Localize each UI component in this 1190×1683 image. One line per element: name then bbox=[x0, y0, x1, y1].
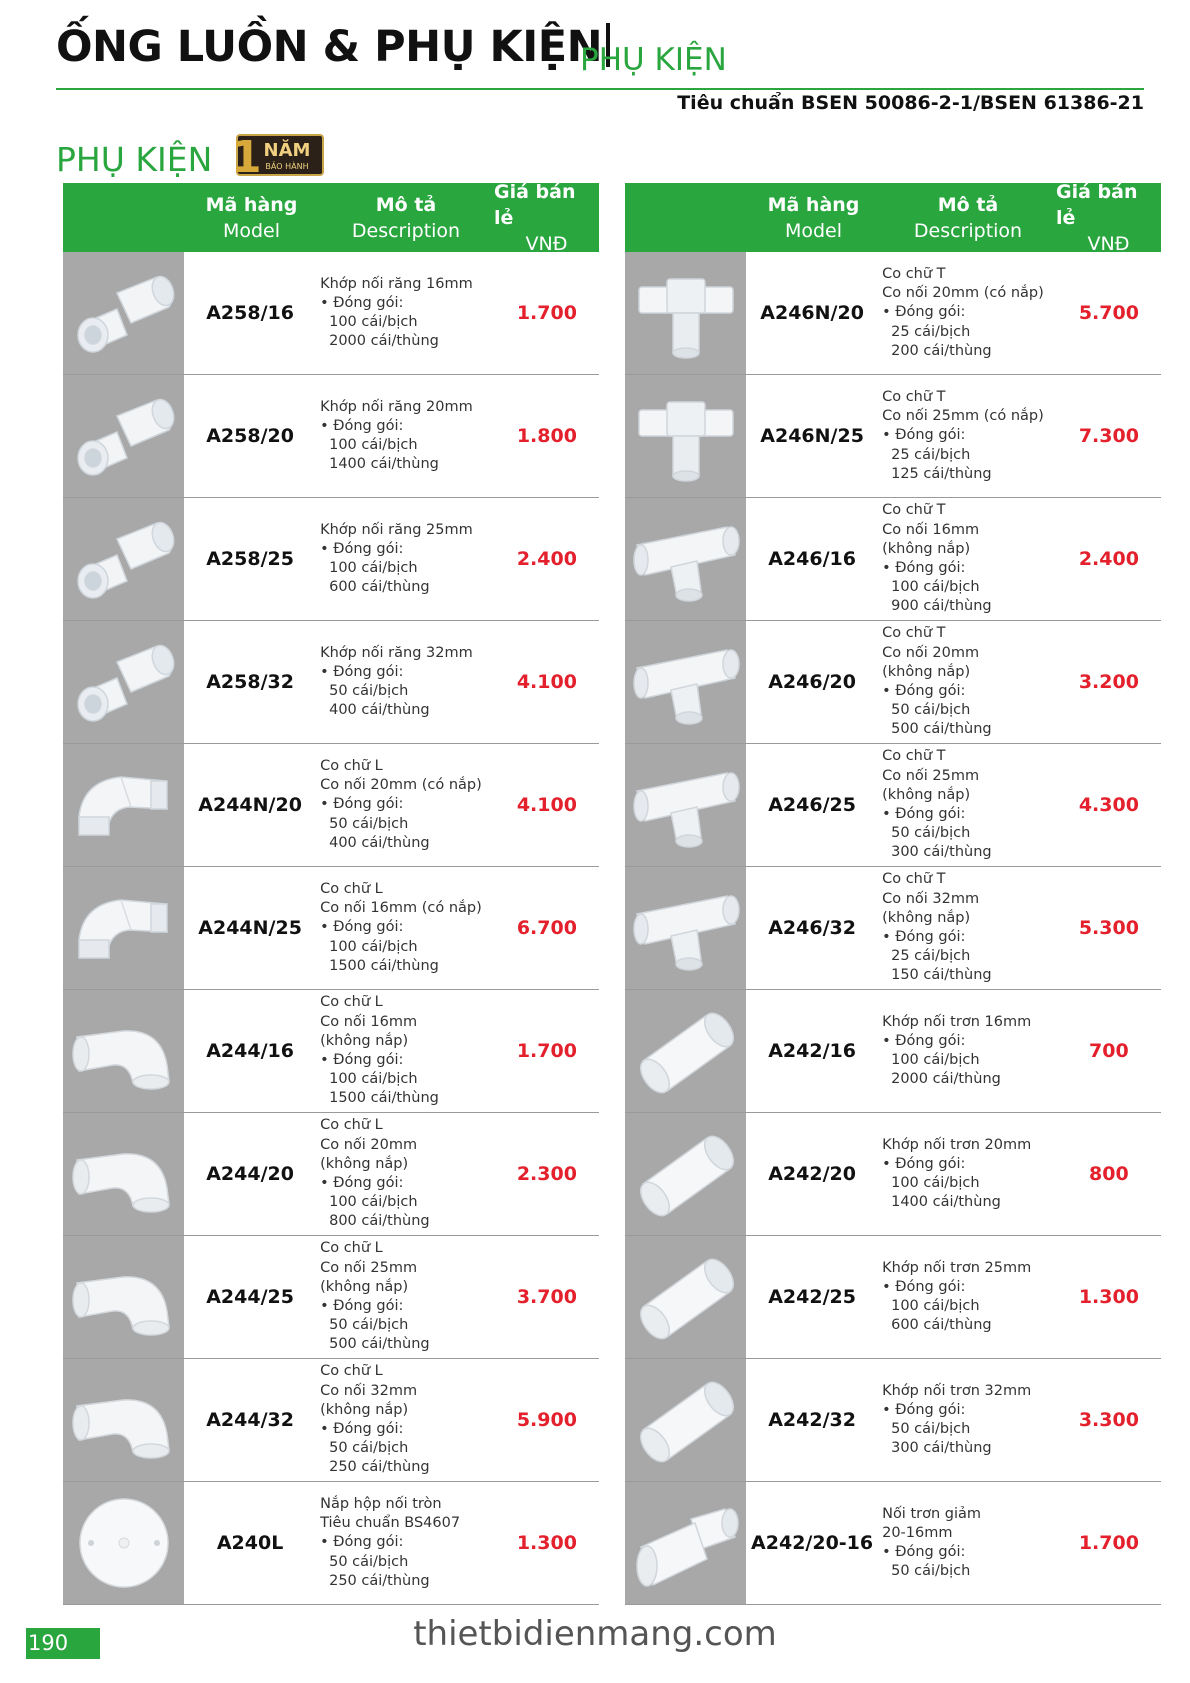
description-line: Co chữ T bbox=[882, 625, 946, 642]
description-line: Co nối 25mm bbox=[320, 1259, 418, 1276]
product-model: A242/32 bbox=[768, 1409, 856, 1431]
table-row bbox=[63, 1113, 599, 1236]
elbow-icon bbox=[63, 1359, 184, 1481]
product-description bbox=[878, 252, 1057, 374]
header-price-en: VNĐ bbox=[525, 232, 568, 255]
product-description bbox=[316, 744, 495, 866]
straight-coupling-icon bbox=[625, 1359, 746, 1481]
tee-icon bbox=[625, 498, 746, 620]
description-line: 1400 cái/thùng bbox=[891, 1194, 1001, 1211]
description-line: (không nắp) bbox=[882, 540, 971, 557]
header-model-vn: Mã hàng bbox=[767, 193, 860, 216]
description-line: Co chữ L bbox=[320, 1240, 383, 1257]
description-line: 25 cái/bịch bbox=[891, 323, 971, 340]
website-watermark: thietbidienmang.com bbox=[413, 1614, 777, 1654]
header-desc-vn: Mô tả bbox=[937, 193, 999, 216]
product-model: A246/32 bbox=[768, 917, 856, 939]
description-line: 100 cái/bịch bbox=[891, 1052, 980, 1068]
product-model: A258/20 bbox=[206, 425, 294, 447]
standard-label: Tiêu chuẩn BSEN 50086-2-1/BSEN 61386-21 bbox=[677, 92, 1144, 114]
description-line: • Đóng gói: bbox=[320, 540, 404, 557]
product-description bbox=[878, 1359, 1057, 1481]
description-line: • Đóng gói: bbox=[882, 427, 966, 444]
description-line: 1500 cái/thùng bbox=[329, 957, 439, 974]
header-model-vn: Mã hàng bbox=[205, 193, 298, 216]
table-row bbox=[63, 375, 599, 498]
product-price: 4.300 bbox=[1078, 794, 1139, 816]
page-subtitle: PHỤ KIỆN bbox=[580, 42, 727, 78]
description-line: • Đóng gói: bbox=[882, 806, 966, 822]
header-desc-en: Description bbox=[913, 219, 1023, 242]
header-desc-vn: Mô tả bbox=[375, 193, 437, 216]
description-line: 250 cái/thùng bbox=[329, 1459, 430, 1476]
description-line: • Đóng gói: bbox=[882, 929, 966, 945]
description-line: • Đóng gói: bbox=[882, 683, 966, 699]
product-description bbox=[316, 1359, 495, 1481]
header-rule bbox=[56, 88, 1144, 90]
description-line: • Đóng gói: bbox=[320, 796, 404, 813]
product-model: A246/25 bbox=[768, 794, 856, 816]
description-line: 1400 cái/thùng bbox=[329, 456, 439, 473]
description-line: 50 cái/bịch bbox=[891, 825, 971, 842]
product-model: A244/20 bbox=[206, 1163, 294, 1185]
table-row bbox=[63, 252, 599, 375]
description-line: 125 cái/thùng bbox=[891, 465, 992, 482]
product-description bbox=[878, 990, 1057, 1112]
product-model: A246N/25 bbox=[760, 425, 864, 447]
header-image-cell bbox=[625, 183, 747, 252]
description-line: Co nối 20mm (có nắp) bbox=[320, 777, 482, 794]
description-line: 100 cái/bịch bbox=[329, 560, 418, 576]
product-description bbox=[316, 621, 495, 743]
tee-icon bbox=[625, 621, 746, 743]
description-line: 25 cái/bịch bbox=[891, 948, 971, 965]
table-row bbox=[63, 1236, 599, 1359]
description-line: 600 cái/thùng bbox=[891, 1317, 992, 1334]
description-line: • Đóng gói: bbox=[320, 1298, 404, 1314]
product-model: A242/20-16 bbox=[751, 1532, 874, 1554]
product-model: A246/16 bbox=[768, 548, 856, 570]
product-price: 1.800 bbox=[516, 425, 577, 447]
description-line: Co chữ L bbox=[320, 757, 383, 774]
product-model: A244/16 bbox=[206, 1040, 294, 1062]
description-line: Khớp nối trơn 16mm bbox=[882, 1013, 1032, 1030]
description-line: Khớp nối răng 20mm bbox=[320, 398, 473, 415]
description-line: 250 cái/thùng bbox=[329, 1572, 430, 1589]
warranty-sub: BẢO HÀNH bbox=[265, 162, 309, 171]
table-header bbox=[625, 180, 1161, 255]
description-line: Co nối 32mm bbox=[882, 890, 980, 907]
description-line: Co nối 32mm bbox=[320, 1382, 418, 1399]
product-price: 7.300 bbox=[1078, 425, 1139, 447]
description-line: • Đóng gói: bbox=[320, 1175, 404, 1191]
description-line: 50 cái/bịch bbox=[329, 1553, 409, 1570]
table-row bbox=[625, 867, 1161, 990]
warranty-word: NĂM bbox=[263, 140, 311, 161]
product-description bbox=[316, 867, 495, 989]
description-line: 50 cái/bịch bbox=[891, 1421, 971, 1437]
table-row bbox=[63, 498, 599, 621]
header-price-en: VNĐ bbox=[1087, 232, 1130, 255]
description-line: • Đóng gói: bbox=[320, 1052, 404, 1068]
description-line: 50 cái/bịch bbox=[329, 1440, 409, 1457]
description-line: Co nối 16mm bbox=[882, 521, 980, 538]
section-title: PHỤ KIỆN bbox=[56, 140, 213, 179]
elbow-icon bbox=[63, 990, 184, 1112]
straight-coupling-icon bbox=[625, 1236, 746, 1358]
header-price bbox=[494, 180, 599, 255]
description-line: (không nắp) bbox=[320, 1155, 409, 1172]
product-model: A242/20 bbox=[768, 1163, 856, 1185]
inspection-elbow-icon bbox=[63, 867, 184, 989]
product-model: A258/32 bbox=[206, 671, 294, 693]
description-line: 100 cái/bịch bbox=[891, 1175, 980, 1191]
reducer-coupling-icon bbox=[625, 1482, 746, 1604]
table-body bbox=[625, 252, 1161, 1605]
header-model-en: Model bbox=[784, 219, 843, 242]
description-line: Co nối 20mm bbox=[882, 644, 980, 661]
description-line: Khớp nối răng 25mm bbox=[320, 521, 473, 538]
product-price: 2.300 bbox=[516, 1163, 577, 1185]
description-line: Co chữ T bbox=[882, 748, 946, 765]
header-price-vn: Giá bán lẻ bbox=[1056, 180, 1138, 229]
product-price: 3.200 bbox=[1078, 671, 1139, 693]
description-line: (không nắp) bbox=[882, 786, 971, 803]
description-line: 100 cái/bịch bbox=[891, 1298, 980, 1314]
threaded-adapter-icon bbox=[63, 498, 184, 620]
description-line: • Đóng gói: bbox=[882, 1155, 966, 1172]
description-line: Co nối 20mm bbox=[320, 1136, 418, 1153]
product-description bbox=[878, 1482, 1057, 1604]
description-line: Co nối 25mm bbox=[882, 767, 980, 784]
header-price-vn: Giá bán lẻ bbox=[494, 180, 576, 229]
product-price: 700 bbox=[1089, 1040, 1129, 1062]
description-line: 100 cái/bịch bbox=[329, 437, 418, 453]
product-model: A246/20 bbox=[768, 671, 856, 693]
description-line: 50 cái/bịch bbox=[891, 702, 971, 719]
description-line: 20-16mm bbox=[882, 1524, 953, 1541]
description-line: • Đóng gói: bbox=[320, 663, 404, 680]
product-description bbox=[878, 621, 1057, 743]
product-description bbox=[878, 375, 1057, 497]
description-line: Co nối 20mm (có nắp) bbox=[882, 285, 1044, 302]
description-line: 300 cái/thùng bbox=[891, 844, 992, 861]
description-line: • Đóng gói: bbox=[882, 304, 966, 321]
header-description bbox=[880, 183, 1056, 252]
table-row bbox=[63, 621, 599, 744]
description-line: 100 cái/bịch bbox=[329, 1071, 418, 1088]
table-row bbox=[625, 990, 1161, 1113]
tee-icon bbox=[625, 744, 746, 866]
product-price: 3.700 bbox=[516, 1286, 577, 1308]
product-price: 6.700 bbox=[516, 917, 577, 939]
threaded-adapter-icon bbox=[63, 621, 184, 743]
description-line: • Đóng gói: bbox=[882, 1401, 966, 1418]
product-description bbox=[878, 1113, 1057, 1235]
table-row bbox=[625, 1482, 1161, 1605]
table-row bbox=[625, 1359, 1161, 1482]
table-row bbox=[63, 1359, 599, 1482]
product-description bbox=[316, 990, 495, 1112]
product-price: 1.700 bbox=[516, 302, 577, 324]
product-model: A244N/25 bbox=[198, 917, 302, 939]
description-line: • Đóng gói: bbox=[882, 1278, 966, 1295]
elbow-icon bbox=[63, 1236, 184, 1358]
product-price: 4.100 bbox=[516, 671, 577, 693]
product-description bbox=[878, 867, 1057, 989]
description-line: 400 cái/thùng bbox=[329, 702, 430, 719]
description-line: Nắp hộp nối tròn bbox=[320, 1495, 442, 1512]
table-row bbox=[625, 621, 1161, 744]
table-row bbox=[625, 375, 1161, 498]
description-line: Co chữ L bbox=[320, 1117, 383, 1134]
description-line: Khớp nối răng 16mm bbox=[320, 275, 473, 292]
straight-coupling-icon bbox=[625, 1113, 746, 1235]
description-line: 150 cái/thùng bbox=[891, 967, 992, 984]
page-number: 190 bbox=[26, 1628, 100, 1659]
product-table-left bbox=[63, 180, 599, 1605]
product-model: A258/25 bbox=[206, 548, 294, 570]
product-price: 5.300 bbox=[1078, 917, 1139, 939]
product-description bbox=[316, 1236, 495, 1358]
table-row bbox=[625, 498, 1161, 621]
description-line: 200 cái/thùng bbox=[891, 342, 992, 359]
description-line: 50 cái/bịch bbox=[329, 815, 409, 832]
product-price: 1.300 bbox=[1078, 1286, 1139, 1308]
description-line: 50 cái/bịch bbox=[329, 683, 409, 699]
warranty-number: 1 bbox=[231, 132, 262, 177]
description-line: Co chữ L bbox=[320, 994, 383, 1011]
description-line: Khớp nối trơn 25mm bbox=[882, 1259, 1032, 1276]
description-line: Co chữ T bbox=[882, 871, 946, 888]
description-line: (không nắp) bbox=[320, 1401, 409, 1418]
description-line: 600 cái/thùng bbox=[329, 579, 430, 596]
product-description bbox=[878, 498, 1057, 620]
description-line: (không nắp) bbox=[320, 1032, 409, 1049]
table-row bbox=[63, 990, 599, 1113]
description-line: 500 cái/thùng bbox=[329, 1336, 430, 1353]
description-line: Co nối 16mm (có nắp) bbox=[320, 900, 482, 917]
threaded-adapter-icon bbox=[63, 252, 184, 374]
table-row bbox=[63, 1482, 599, 1605]
description-line: 25 cái/bịch bbox=[891, 446, 971, 463]
description-line: • Đóng gói: bbox=[320, 1421, 404, 1437]
description-line: 100 cái/bịch bbox=[891, 579, 980, 596]
description-line: 100 cái/bịch bbox=[329, 1194, 418, 1211]
product-price: 3.300 bbox=[1078, 1409, 1139, 1431]
product-description bbox=[316, 252, 495, 374]
product-description bbox=[316, 1482, 495, 1604]
description-line: (không nắp) bbox=[882, 663, 971, 680]
table-row bbox=[63, 867, 599, 990]
table-row bbox=[63, 744, 599, 867]
description-line: Khớp nối răng 32mm bbox=[320, 644, 473, 661]
product-model: A246N/20 bbox=[760, 302, 864, 324]
product-table-right bbox=[625, 180, 1161, 1605]
table-row bbox=[625, 1113, 1161, 1236]
description-line: • Đóng gói: bbox=[320, 1534, 404, 1551]
page-title-text: ỐNG LUỒN & PHỤ KIỆN bbox=[56, 22, 603, 72]
product-model: A242/16 bbox=[768, 1040, 856, 1062]
table-header bbox=[63, 180, 599, 255]
header-model bbox=[185, 183, 318, 252]
product-price: 1.300 bbox=[516, 1532, 577, 1554]
description-line: 400 cái/thùng bbox=[329, 834, 430, 851]
tee-icon bbox=[625, 867, 746, 989]
product-description bbox=[316, 375, 495, 497]
product-model: A242/25 bbox=[768, 1286, 856, 1308]
product-model: A240L bbox=[216, 1532, 284, 1554]
product-description bbox=[878, 744, 1057, 866]
inspection-tee-icon bbox=[625, 252, 746, 374]
product-price: 1.700 bbox=[1078, 1532, 1139, 1554]
product-model: A244/32 bbox=[206, 1409, 294, 1431]
description-line: Khớp nối trơn 20mm bbox=[882, 1136, 1032, 1153]
description-line: 100 cái/bịch bbox=[329, 938, 418, 955]
straight-coupling-icon bbox=[625, 990, 746, 1112]
product-description bbox=[316, 498, 495, 620]
product-description bbox=[316, 1113, 495, 1235]
elbow-icon bbox=[63, 1113, 184, 1235]
description-line: (không nắp) bbox=[320, 1278, 409, 1295]
description-line: • Đóng gói: bbox=[882, 1032, 966, 1049]
description-line: • Đóng gói: bbox=[320, 294, 404, 311]
product-model: A244/25 bbox=[206, 1286, 294, 1308]
description-line: • Đóng gói: bbox=[882, 1544, 966, 1560]
description-line: 50 cái/bịch bbox=[891, 1563, 971, 1580]
description-line: Co nối 16mm bbox=[320, 1013, 418, 1030]
product-price: 2.400 bbox=[516, 548, 577, 570]
header-image-cell bbox=[63, 183, 185, 252]
description-line: 2000 cái/thùng bbox=[329, 333, 439, 350]
description-line: (không nắp) bbox=[882, 909, 971, 926]
header-model bbox=[747, 183, 880, 252]
description-line: Co chữ T bbox=[882, 502, 946, 519]
table-row bbox=[625, 1236, 1161, 1359]
product-model: A258/16 bbox=[206, 302, 294, 324]
description-line: 900 cái/thùng bbox=[891, 598, 992, 615]
table-row bbox=[625, 744, 1161, 867]
inspection-tee-icon bbox=[625, 375, 746, 497]
description-line: Co chữ L bbox=[320, 1363, 383, 1380]
inspection-elbow-icon bbox=[63, 744, 184, 866]
description-line: Co chữ L bbox=[320, 880, 383, 897]
description-line: • Đóng gói: bbox=[320, 919, 404, 936]
table-body bbox=[63, 252, 599, 1605]
description-line: • Đóng gói: bbox=[320, 417, 404, 434]
product-price: 1.700 bbox=[516, 1040, 577, 1062]
product-price: 5.900 bbox=[516, 1409, 577, 1431]
description-line: 1500 cái/thùng bbox=[329, 1090, 439, 1107]
product-description bbox=[878, 1236, 1057, 1358]
description-line: • Đóng gói: bbox=[882, 560, 966, 576]
header-desc-en: Description bbox=[351, 219, 461, 242]
description-line: Co chữ T bbox=[882, 265, 946, 282]
header-model-en: Model bbox=[222, 219, 281, 242]
description-line: 500 cái/thùng bbox=[891, 721, 992, 738]
header-price bbox=[1056, 180, 1161, 255]
description-line: Tiêu chuẩn BS4607 bbox=[320, 1515, 461, 1532]
table-row bbox=[625, 252, 1161, 375]
product-price: 2.400 bbox=[1078, 548, 1139, 570]
page-title bbox=[56, 22, 616, 72]
description-line: 50 cái/bịch bbox=[329, 1317, 409, 1334]
product-price: 4.100 bbox=[516, 794, 577, 816]
description-line: Nối trơn giảm bbox=[882, 1505, 982, 1522]
description-line: 300 cái/thùng bbox=[891, 1440, 992, 1457]
header-description bbox=[318, 183, 494, 252]
description-line: 2000 cái/thùng bbox=[891, 1071, 1001, 1088]
description-line: Khớp nối trơn 32mm bbox=[882, 1382, 1032, 1399]
description-line: Co chữ T bbox=[882, 388, 946, 405]
description-line: Co nối 25mm (có nắp) bbox=[882, 408, 1044, 425]
threaded-adapter-icon bbox=[63, 375, 184, 497]
warranty-badge-icon bbox=[215, 131, 325, 177]
product-model: A244N/20 bbox=[198, 794, 302, 816]
description-line: 100 cái/bịch bbox=[329, 314, 418, 330]
round-box-cover-icon bbox=[63, 1482, 184, 1604]
description-line: 800 cái/thùng bbox=[329, 1213, 430, 1230]
product-price: 5.700 bbox=[1078, 302, 1139, 324]
product-price: 800 bbox=[1089, 1163, 1129, 1185]
